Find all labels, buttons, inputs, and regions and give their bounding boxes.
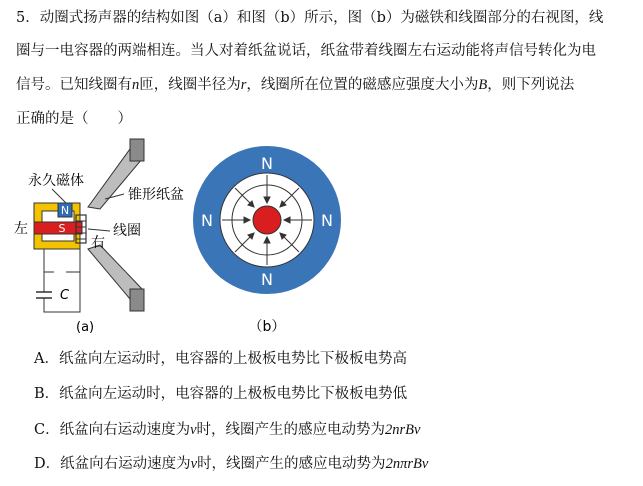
cone-rim-bottom xyxy=(130,289,144,311)
cone-label: 锥形纸盆 xyxy=(128,187,184,203)
s-pole-label: S xyxy=(58,222,66,235)
center-core xyxy=(253,206,281,234)
pole-left-label: N xyxy=(201,211,213,230)
n-pole-label: N xyxy=(60,204,70,217)
option-c[interactable]: C．纸盆向右运动速度为v时，线圈产生的感应电动势为2nrBv xyxy=(34,422,421,438)
option-a[interactable]: A．纸盆向左运动时，电容器的上极板电势比下极板电势高 xyxy=(34,351,407,367)
question-line-3: 信号。已知线圈有n匝，线圈半径为r，线圈所在位置的磁感应强度大小为B，则下列说法 xyxy=(16,77,575,93)
question-line-1: 5．动圈式扬声器的结构如图（a）和图（b）所示，图（b）为磁铁和线圈部分的右视图，线 xyxy=(16,10,604,26)
question-line-2: 圈与一电容器的两端相连。当人对着纸盆说话，纸盆带着线圈左右运动能将声信号转化为电 xyxy=(16,43,596,59)
magnet-label: 永久磁体 xyxy=(28,173,84,189)
pole-bottom-label: N xyxy=(261,270,273,289)
figure-b xyxy=(190,145,350,335)
left-label: 左 xyxy=(14,221,28,237)
capacitor-label: C xyxy=(60,288,70,303)
question-line-4: 正确的是（ ） xyxy=(16,111,132,127)
option-b[interactable]: B．纸盆向左运动时，电容器的上极板电势比下极板电势低 xyxy=(34,386,408,402)
pole-right-label: N xyxy=(321,211,333,230)
pole-top-label: N xyxy=(261,154,273,173)
coil-label: 线圈 xyxy=(113,223,141,239)
option-d[interactable]: D．纸盆向右运动速度为v时，线圈产生的感应电动势为2nπrBv xyxy=(34,456,429,472)
right-label: 右 xyxy=(91,235,105,251)
cone-rim-top xyxy=(130,139,144,161)
figure-a-caption: (a) xyxy=(76,320,95,335)
figure-a xyxy=(10,137,200,337)
figure-b-caption: （b） xyxy=(248,319,286,335)
